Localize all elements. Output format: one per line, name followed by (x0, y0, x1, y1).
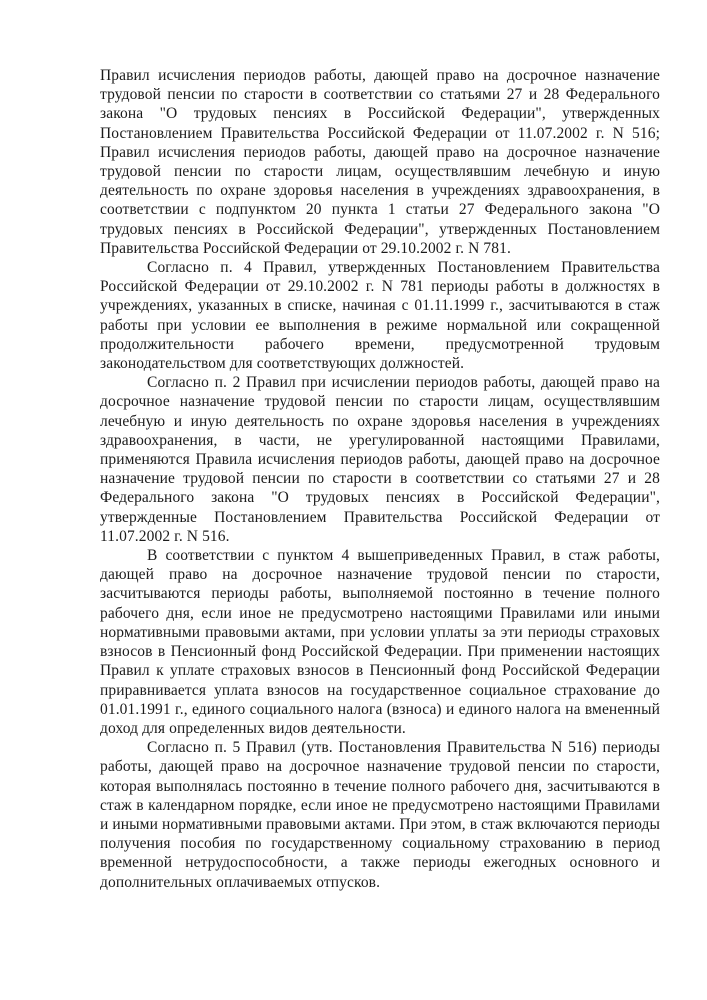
paragraph-rules-516-781: Правил исчисления периодов работы, дающей право на досрочное назначение трудовой пенсии по старости в соответствии со статьями 27 и 28 Федерального закона "О трудовых пенсиях в Российской Федерации", утвержденных Постановлением Правительства Российской Федерации от 11.07.2002 г. N 516; Правил исчисления периодов работы, дающей право на досрочное назначение трудовой пенсии по старости лицам, осуществлявшим лечебную и иную деятельность по охране здоровья населения в учреждениях здравоохранения, в соответствии с подпунктом 20 пункта 1 статьи 27 Федерального закона "О трудовых пенсиях в Российской Федерации", утвержденных Постановлением Правительства Российской Федерации от 29.10.2002 г. N 781. (100, 67, 660, 257)
paragraph-point-4-rules-781: Согласно п. 4 Правил, утвержденных Постановлением Правительства Российской Федерации от 29.10.2002 г. N 781 периоды работы в должностях в учреждениях, указанных в списке, начиная с 01.11.1999 г., засчитываются в стаж работы при условии ее выполнения в режиме нормальной или сокращенной продолжительности рабочего времени, предусмотренной трудовым законодательством для соответствующих должностей. (100, 259, 660, 373)
paragraph-point-5-rules-516: Согласно п. 5 Правил (утв. Постановления Правительства N 516) периоды работы, дающей право на досрочное назначение трудовой пенсии по старости, которая выполнялась постоянно в течение полного рабочего дня, засчитываются в стаж в календарном порядке, если иное не предусмотрено настоящими Правилами и иными нормативными правовыми актами. При этом, в стаж включаются периоды получения пособия по государственному социальному страхованию в период временной нетрудоспособности, а также периоды ежегодных основного и дополнительных оплачиваемых отпусков. (100, 739, 661, 891)
paragraph-point-4-rules-516: В соответствии с пунктом 4 вышеприведенных Правил, в стаж работы, дающей право на досрочное назначение трудовой пенсии по старости, засчитываются периоды работы, выполняемой постоянно в течение полного рабочего дня, если иное не предусмотрено настоящими Правилами или иными нормативными правовыми актами, при условии уплаты за эти периоды страховых взносов в Пенсионный фонд Российской Федерации. При применении настоящих Правил к уплате страховых взносов в Пенсионный фонд Российской Федерации приравнивается уплата взносов на государственное социальное страхование до 01.01.1991 г., единого социального налога (взноса) и единого налога на вмененный доход для определенных видов деятельности. (100, 547, 660, 737)
paragraph-point-2-rules: Согласно п. 2 Правил при исчислении периодов работы, дающей право на досрочное назначение трудовой пенсии по старости лицам, осуществлявшим лечебную и иную деятельность по охране здоровья населения в учреждениях здравоохранения, в части, не урегулированной настоящими Правилами, применяются Правила исчисления периодов работы, дающей право на досрочное назначение трудовой пенсии по старости в соответствии со статьями 27 и 28 Федерального закона "О трудовых пенсиях в Российской Федерации", утвержденные Постановлением Правительства Российской Федерации от 11.07.2002 г. N 516. (100, 374, 660, 545)
document-text-block (100, 66, 660, 892)
